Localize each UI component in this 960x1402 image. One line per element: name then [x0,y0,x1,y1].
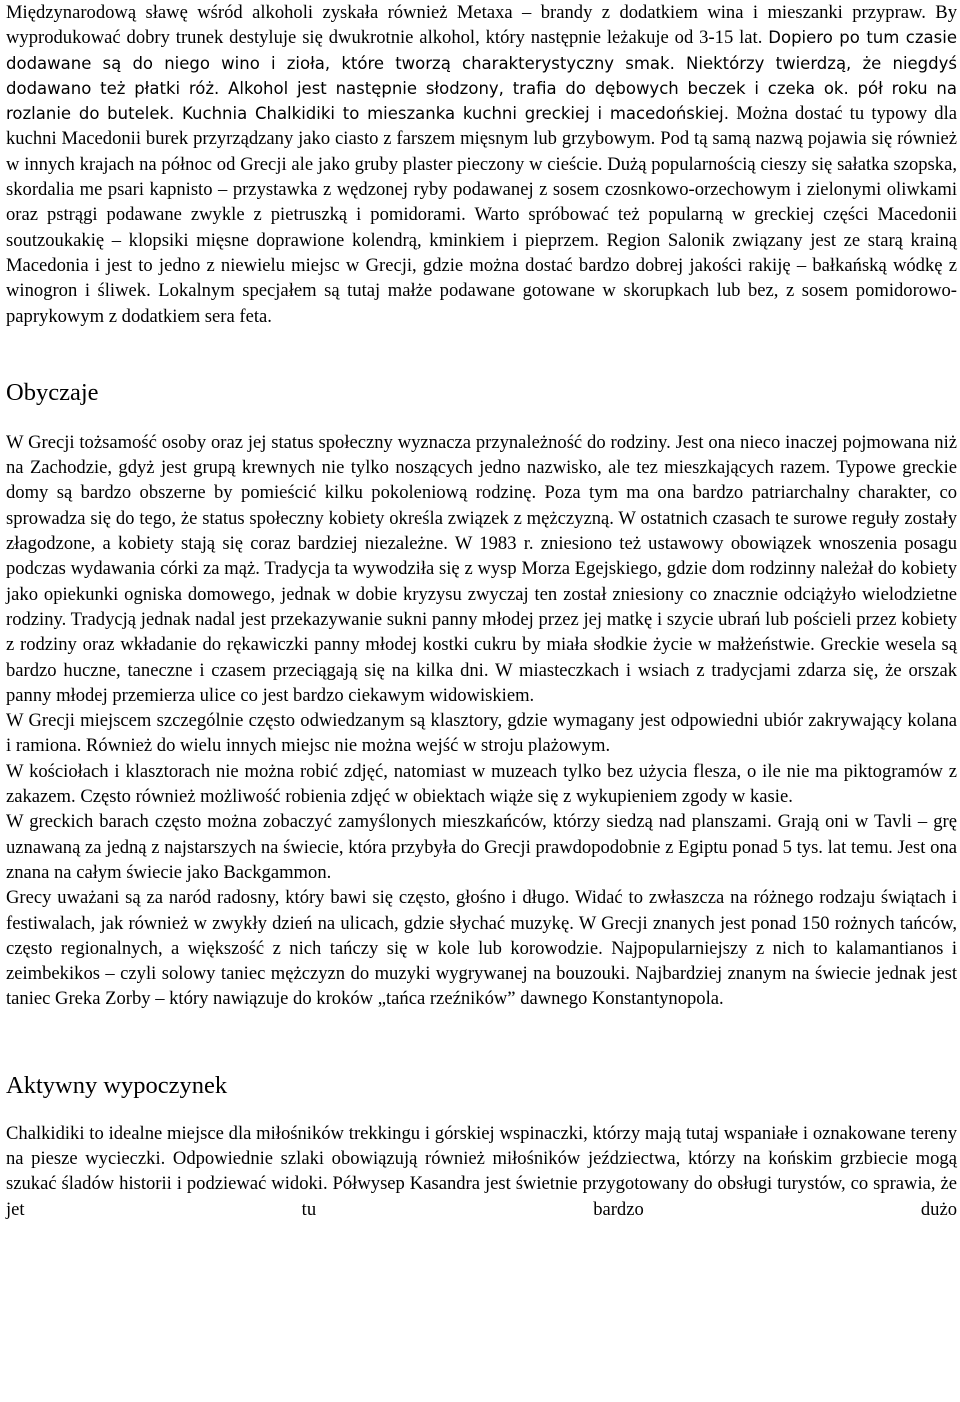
intro-paragraph [6,0,957,329]
section-heading-aktywny-wypoczynek: Aktywny wypoczynek [6,1071,228,1099]
obyczaje-paragraph-tavli: W greckich barach często można zobaczyć zamyślonych mieszkańców, którzy siedzą nad planszami. Grają oni w Tavli – grę uznawaną za jedną z najstarszych na świecie, która przybyła do Grecji prawdopodobnie z Egiptu ponad 5 tys. lat temu. Jest ona znana na całym świecie jako Backgammon. [6,811,957,883]
document-page [6,0,957,1222]
aktywny-paragraph-trekking: Chalkidiki to idealne miejsce dla miłośników trekkingu i górskiej wspinaczki, którzy mają tutaj wspaniałe i oznakowane tereny na piesze wycieczki. Odpowiednie szlaki obowiązują również miłośników jeździectwa, którzy na końskim grzbiecie mogą szukać śladów historii i podziewać widoki. Półwysep Kasandra jest świetnie przygotowany do obsługi turystów, co sprawia, że jet tu bardzo dużo [6,1122,957,1220]
obyczaje-paragraph-family: W Grecji tożsamość osoby oraz jej status społeczny wyznacza przynależność do rodziny. Jest ona nieco inaczej pojmowana niż na Zachodzie, gdyż jest grupą krewnych nie tylko noszących jedno nazwisko, ale tez mieszkających razem. Typowe greckie domy są bardzo obszerne by pomieścić kilku pokoleniową rodzinę. Poza tym ma ona bardzo patriarchalny charakter, co sprowadza się do tego, że status społeczny kobiety określa związek z mężczyzną. W ostatnich czasach te surowe reguły zostały złagodzone, a kobiety stają się coraz bardziej niezależne. W 1983 r. zniesiono też ustawowy obowiązek wnoszenia posagu podczas wydawania córki za mąż. Tradycja ta wywodziła się z wysp Morza Egejskiego, gdzie dom rodzinny należał do kobiety jako opiekunki ogniska domowego, jednak w dobie kryzysu zwyczaj ten został zniesiony co znacznie odciążyło wielodzietne rodziny. Tradycją jednak nadal jest przekazywanie sukni panny młodej przez jej matkę i szycie ubrań lub pościeli przez kobiety z rodziny oraz wkładanie do rękawiczki panny młodej kostki cukru by miała słodkie życie w małżeństwie. Greckie wesela są bardzo huczne, taneczne i czasem przeciągają się na kilka dni. W miasteczkach i wsiach z tradycjami zdarza się, że orszak panny młodej przemierza ulice co jest bardzo ciekawym widowiskiem. [6,431,957,706]
section-heading-obyczaje: Obyczaje [6,378,99,406]
intro-text-herbs: Dopiero po tum czasie dodawane są do niego wino i zioła, które tworzą charakterystyczny smak. Niektórzy twierdzą, że niegdyś dodawano też płatki róż. Alkohol jest następnie słodzony, trafia do dębowych beczek i czeka ok. pół roku na rozlanie do butelek. Kuchnia Chalkidiki to mieszanka kuchni greckiej i macedońskiej. [6,28,957,124]
obyczaje-paragraph-dance: Grecy uważani są za naród radosny, który bawi się często, głośno i długo. Widać to zwłaszcza na różnego rodzaju świątach i festiwalach, jak również w zwykły dzień na ulicach, gdzie słychać muzykę. W Grecji znanych jest ponad 150 rożnych tańców, często regionalnych, a większość z nich tańczy się w kole lub korowodzie. Najpopularniejszy z nich to kalamantianos i zeimbekikos – czyli solowy taniec mężczyzn do muzyki wygrywanej na bouzouki. Najbardziej znanym na świecie jednak jest taniec Greka Zorby – który nawiązuje do kroków „tańca rzeźników” dawnego Konstantynopola. [6,887,957,1010]
obyczaje-paragraph-monasteries: W Grecji miejscem szczególnie często odwiedzanym są klasztory, gdzie wymagany jest odpowiedni ubiór zakrywający kolana i ramiona. Również do wielu innych miejsc nie można wejść w stroju plażowym. [6,710,957,757]
obyczaje-paragraph-photos: W kościołach i klasztorach nie można robić zdjęć, natomiast w muzeach tylko bez użycia flesza, o ile nie ma piktogramów z zakazem. Często również możliwość robienia zdjęć w obiektach wiąże się z wykupieniem zgody w kasie. [6,760,957,808]
intro-text-dishes: Pod tą samą nazwą pojawia się również w innych krajach na północ od Grecji ale jako gruby plaster pieczony w cieście. Dużą popularnością cieszy się sałatka szopska, skordalia me psari kapnisto – przystawka z wędzonej ryby podawanej z sosem czosnkowo-orzechowym i zielonymi oliwkami oraz pstrągi podawane zwykle z pietruszką i pomidorami. Warto spróbować też popularną w greckiej części Macedonii soutzoukakię – klopsiki mięsne doprawione kolendrą, kminkiem i pieprzem. Region Salonik związany jest ze starą krainą Macedonia i jest to jedno z niewielu miejsc w Grecji, gdzie można dostać bardzo dobrej jakości rakiję – bałkańską wódkę z winogron i śliwek. Lokalnym specjałem są tutaj małże podawane gotowane w skorupkach lub bez, z sosem pomidorowo-paprykowym z dodatkiem sera feta. [6,128,957,327]
intro-text-metaxa: Międzynarodową sławę wśród alkoholi zyskała również Metaxa – brandy z dodatkiem wina i mieszanki przypraw. By wyprodukować dobry trunek destyluje się dwukrotnie alkohol, który następnie leżakuje od 3-15 lat. [6,2,957,49]
intro-text-burek: Można dostać tu typowy dla kuchni Macedonii burek przyrządzany jako ciasto z farszem mięsnym lub grzybowym. [6,103,957,150]
